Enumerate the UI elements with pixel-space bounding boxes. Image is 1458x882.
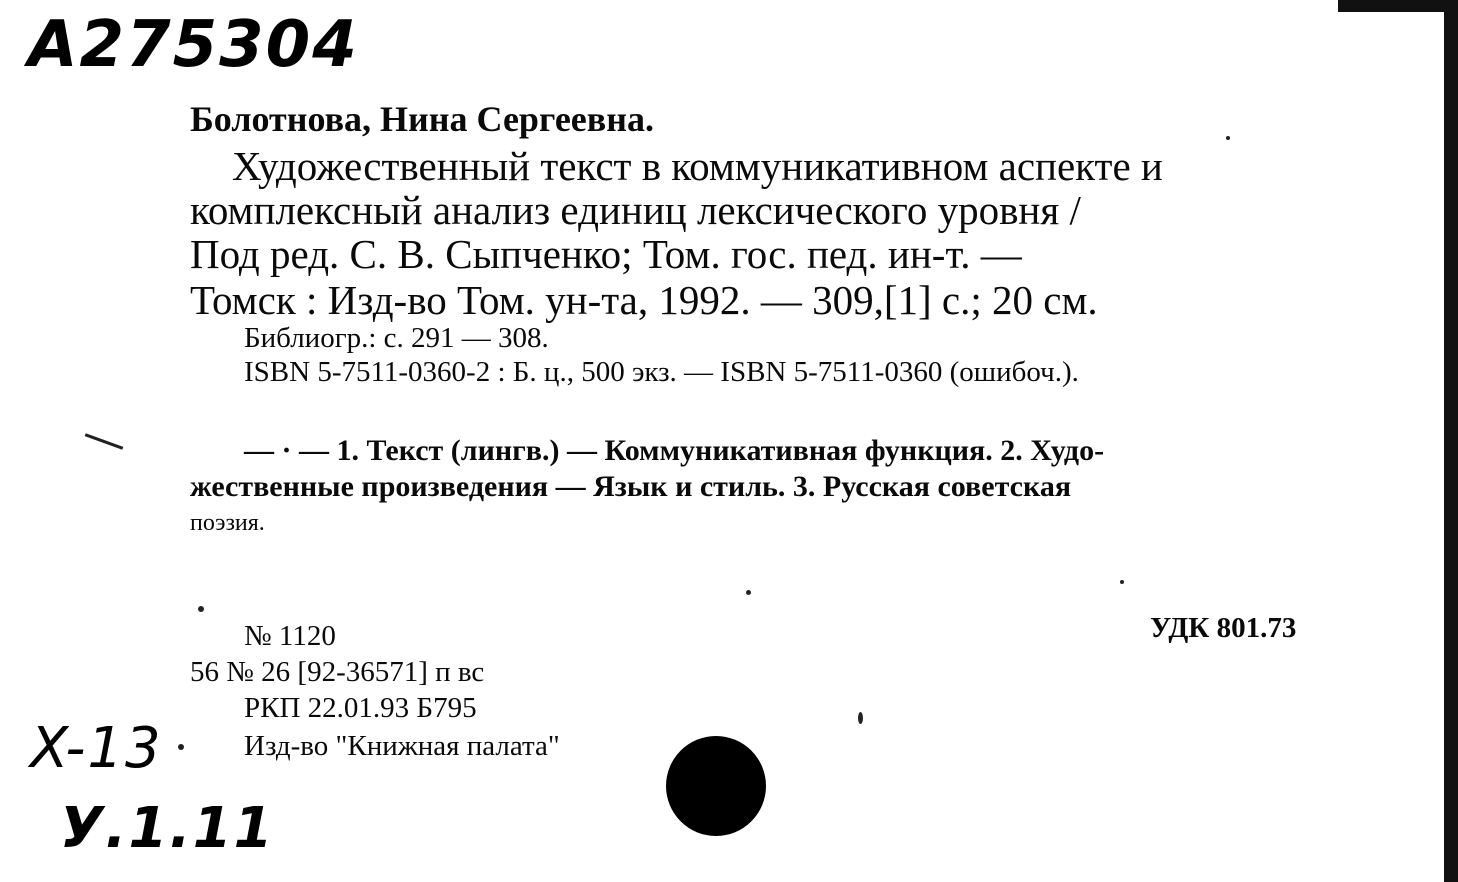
- description-line-1: Художественный текст в коммуникативном аспекте и: [232, 143, 1163, 189]
- subject-line-2: жественные произведения — Язык и стиль. 3. Русская советская: [190, 470, 1072, 503]
- stray-mark: [85, 433, 124, 449]
- handwritten-shelf-mark: X-13: [30, 716, 163, 781]
- imprint-line-2: РКП 22.01.93 Б795: [244, 692, 477, 724]
- speck: [746, 590, 751, 595]
- handwritten-index: У.1.11: [60, 796, 275, 861]
- author-heading: Болотнова, Нина Сергеевна.: [190, 99, 654, 139]
- isbn-note: ISBN 5-7511-0360-2 : Б. ц., 500 экз. — ISBN 5-7511-0360 (ошибоч.).: [244, 356, 1079, 388]
- subject-line-3: поэзия.: [190, 510, 265, 536]
- inventory-number: A275304: [28, 8, 359, 82]
- speck: [1120, 580, 1124, 584]
- subject-line-1: — · — 1. Текст (лингв.) — Коммуникативная функция. 2. Худо-: [244, 434, 1105, 467]
- bibliography-note: Библиогр.: с. 291 — 308.: [244, 322, 549, 354]
- description-line-2: комплексный анализ единиц лексического уровня /: [190, 187, 1081, 233]
- imprint-line-1: 56 № 26 [92-36571] п вс: [190, 656, 485, 688]
- punch-hole: [666, 736, 766, 836]
- imprint-line-3: Изд-во "Книжная палата": [244, 730, 560, 762]
- speck: [1226, 136, 1230, 140]
- udc-code: УДК 801.73: [1150, 612, 1297, 644]
- speck: [198, 606, 204, 612]
- card-edge-top: [1338, 0, 1458, 12]
- card-edge: [1444, 0, 1458, 882]
- speck: [858, 712, 863, 724]
- record-number: № 1120: [244, 620, 336, 652]
- speck: [178, 744, 184, 750]
- description-line-4: Томск : Изд-во Том. ун-та, 1992. — 309,[1] с.; 20 см.: [190, 277, 1098, 323]
- description-line-3: Под ред. С. В. Сыпченко; Том. гос. пед. ин-т. —: [190, 231, 1022, 277]
